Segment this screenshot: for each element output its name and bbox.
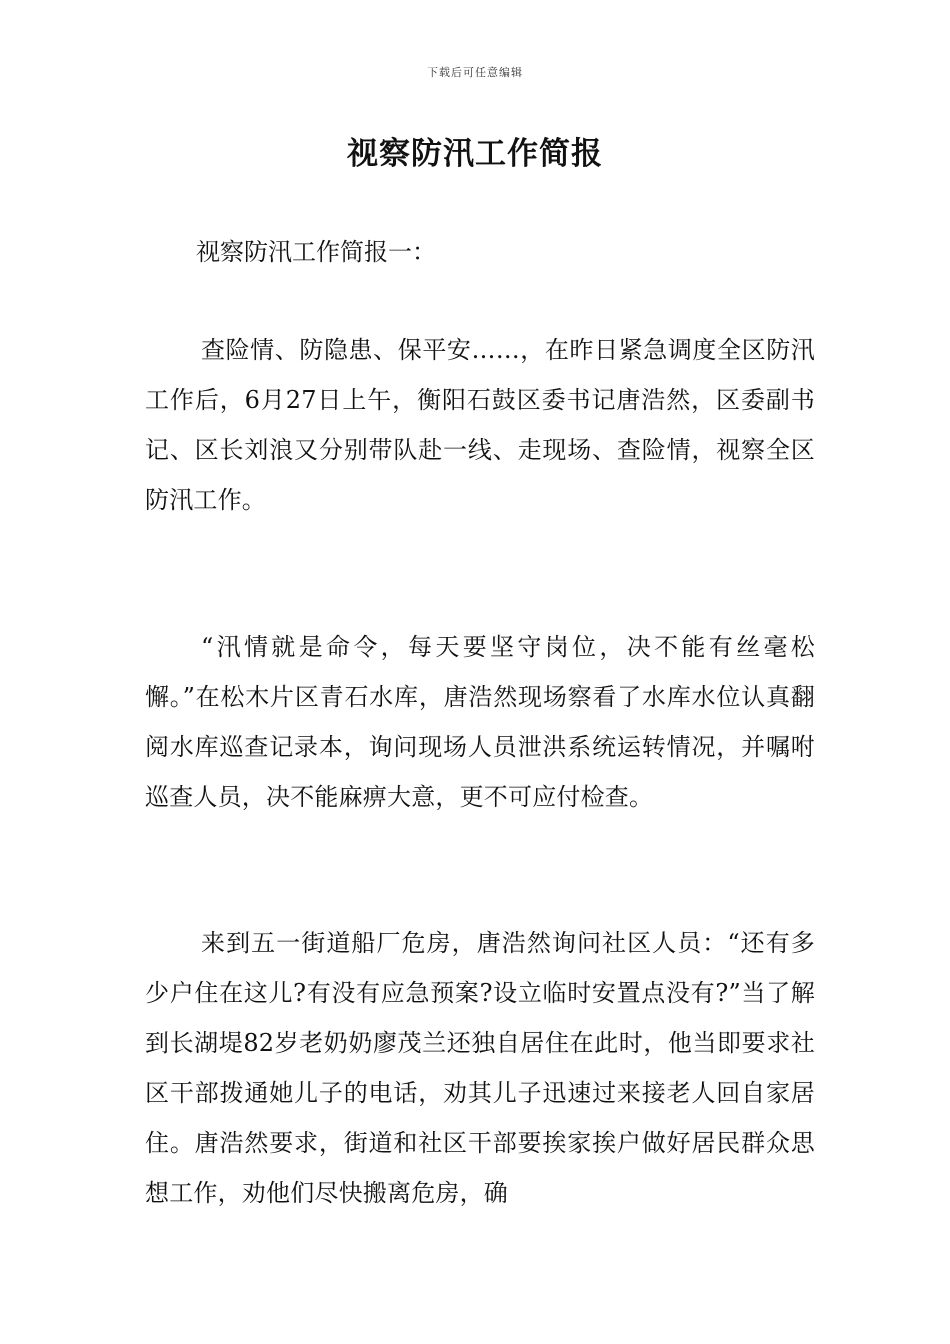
paragraph-2: “汛情就是命令，每天要坚守岗位，决不能有丝毫松懈。”在松木片区青石水库，唐浩然现场察看了水库水位认真翻阅水库巡查记录本，询问现场人员泄洪系统运转情况，并嘱咐巡查人员，决不能麻痹大意，更不可应付检查。 — [145, 633, 815, 811]
paragraph-1: 查险情、防隐患、保平安……，在昨日紧急调度全区防汛工作后，6月27日上午，衡阳石鼓区委书记唐浩然，区委副书记、区长刘浪又分别带队赴一线、走现场、查险情，视察全区防汛工作。 — [145, 336, 815, 514]
paragraph-3: 来到五一街道船厂危房，唐浩然询问社区人员：“还有多少户住在这儿?有没有应急预案?设立临时安置点没有?”当了解到长湖堤82岁老奶奶廖茂兰还独自居住在此时，他当即要求社区干部拨通她儿子的电话，劝其儿子迅速过来接老人回自家居住。唐浩然要求，街道和社区干部要挨家挨户做好居民群众思想工作，劝他们尽快搬离危房，确 — [145, 929, 815, 1207]
document-title: 视察防汛工作简报 — [347, 136, 603, 172]
section-subtitle: 视察防汛工作简报一： — [196, 238, 436, 266]
header-note: 下载后可任意编辑 — [427, 66, 523, 79]
